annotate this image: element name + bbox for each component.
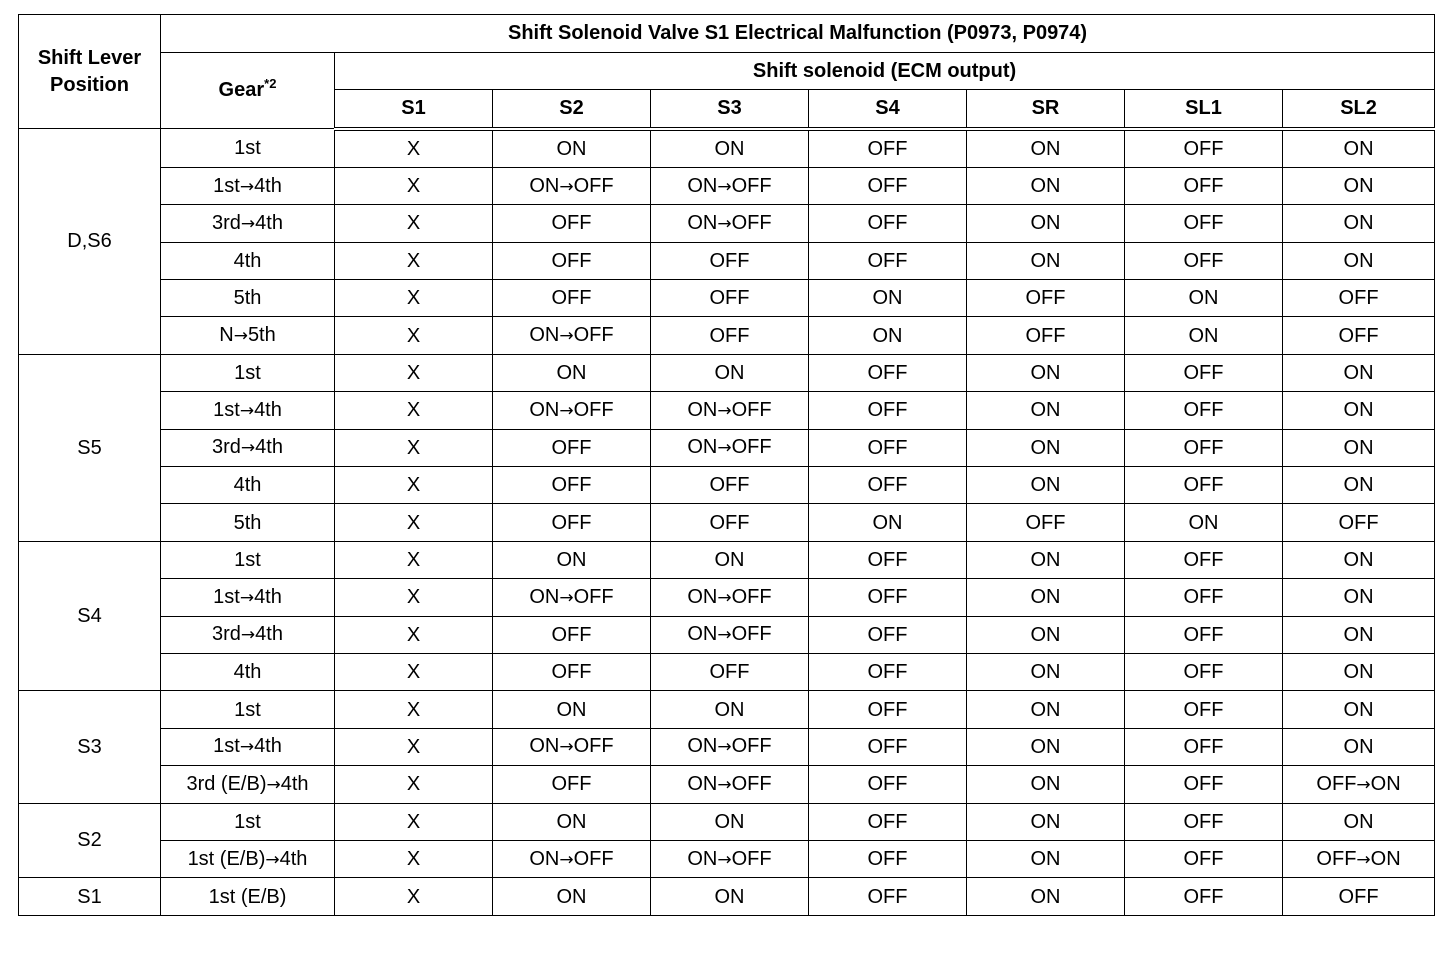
- solenoid-header-s2: S2: [493, 90, 651, 129]
- arrow-icon: →: [717, 176, 732, 197]
- solenoid-state-cell-sl2: OFF: [1283, 878, 1435, 915]
- solenoid-state-cell-sl1: OFF: [1125, 653, 1283, 690]
- arrow-icon: →: [266, 774, 281, 795]
- solenoid-state-cell-sr: ON: [967, 541, 1125, 578]
- table-row: [19, 205, 1435, 242]
- position-header-line1: Shift Lever: [37, 46, 142, 69]
- gear-cell: 3rd→4th: [161, 205, 335, 242]
- table-row: [19, 317, 1435, 354]
- gear-cell: 1st (E/B): [161, 878, 335, 915]
- solenoid-state-cell-s2: ON→OFF: [493, 840, 651, 877]
- arrow-icon: →: [559, 326, 574, 347]
- solenoid-header-sr: SR: [967, 90, 1125, 129]
- table-row: [19, 167, 1435, 204]
- arrow-icon: →: [240, 625, 256, 646]
- solenoid-state-cell-s3: ON→OFF: [651, 392, 809, 429]
- solenoid-state-cell-s2: OFF: [493, 205, 651, 242]
- solenoid-state-cell-s1: X: [335, 467, 493, 504]
- arrow-icon: →: [717, 587, 732, 608]
- solenoid-state-cell-s3: OFF: [651, 653, 809, 690]
- table-row: [19, 878, 1435, 915]
- solenoid-state-cell-s4: OFF: [809, 653, 967, 690]
- solenoid-header-s1: S1: [335, 90, 493, 129]
- gear-header: [161, 52, 335, 129]
- solenoid-state-cell-sr: ON: [967, 691, 1125, 728]
- solenoid-state-cell-s4: OFF: [809, 878, 967, 915]
- position-header-line2: Position: [50, 73, 129, 96]
- solenoid-state-cell-s2: ON→OFF: [493, 579, 651, 616]
- solenoid-state-cell-s3: ON: [651, 878, 809, 915]
- table-row: [19, 467, 1435, 504]
- solenoid-state-cell-s3: OFF: [651, 242, 809, 279]
- table-body: [19, 129, 1435, 916]
- solenoid-state-cell-s3: ON→OFF: [651, 728, 809, 765]
- solenoid-state-cell-sl2: ON: [1283, 467, 1435, 504]
- solenoid-state-cell-s2: ON→OFF: [493, 167, 651, 204]
- solenoid-state-cell-sl2: ON: [1283, 803, 1435, 840]
- solenoid-state-cell-sr: OFF: [967, 280, 1125, 317]
- table-row: [19, 242, 1435, 279]
- arrow-icon: →: [1356, 774, 1371, 795]
- arrow-icon: →: [717, 849, 732, 870]
- gear-cell: 3rd→4th: [161, 616, 335, 653]
- solenoid-state-cell-s2: OFF: [493, 467, 651, 504]
- solenoid-state-cell-s4: OFF: [809, 691, 967, 728]
- arrow-icon: →: [239, 400, 255, 421]
- solenoid-state-cell-s1: X: [335, 579, 493, 616]
- solenoid-state-cell-sl1: OFF: [1125, 728, 1283, 765]
- solenoid-state-cell-s2: OFF: [493, 242, 651, 279]
- solenoid-state-cell-sl2: ON: [1283, 129, 1435, 168]
- solenoid-state-cell-s3: ON: [651, 541, 809, 578]
- shift-lever-position-cell: S1: [19, 878, 161, 915]
- gear-cell: 3rd→4th: [161, 429, 335, 466]
- solenoid-state-cell-sr: ON: [967, 467, 1125, 504]
- table-row: [19, 129, 1435, 168]
- solenoid-state-cell-s4: OFF: [809, 616, 967, 653]
- gear-cell: 4th: [161, 467, 335, 504]
- solenoid-state-cell-s1: X: [335, 803, 493, 840]
- solenoid-state-cell-s3: ON: [651, 803, 809, 840]
- solenoid-state-cell-s1: X: [335, 541, 493, 578]
- shift-lever-position-cell: S4: [19, 541, 161, 691]
- table-row: [19, 766, 1435, 803]
- gear-cell: 5th: [161, 504, 335, 541]
- solenoid-state-cell-sl2: ON: [1283, 579, 1435, 616]
- solenoid-state-cell-sl2: ON: [1283, 728, 1435, 765]
- gear-footnote-marker: *2: [264, 76, 277, 92]
- solenoid-state-cell-sl1: OFF: [1125, 205, 1283, 242]
- gear-cell: 1st: [161, 129, 335, 168]
- gear-cell: 1st: [161, 691, 335, 728]
- solenoid-state-cell-sl1: OFF: [1125, 392, 1283, 429]
- solenoid-state-cell-s3: ON→OFF: [651, 205, 809, 242]
- solenoid-operation-table: [18, 14, 1435, 916]
- solenoid-state-cell-sl2: OFF: [1283, 504, 1435, 541]
- solenoid-state-cell-s2: ON: [493, 541, 651, 578]
- table-row: [19, 354, 1435, 391]
- arrow-icon: →: [717, 400, 732, 421]
- solenoid-state-cell-sr: ON: [967, 579, 1125, 616]
- solenoid-state-cell-s2: ON: [493, 691, 651, 728]
- solenoid-state-cell-s1: X: [335, 728, 493, 765]
- gear-header-label: Gear: [218, 79, 265, 102]
- solenoid-state-cell-s2: OFF: [493, 280, 651, 317]
- solenoid-state-cell-s2: ON→OFF: [493, 317, 651, 354]
- solenoid-state-cell-sr: ON: [967, 616, 1125, 653]
- solenoid-state-cell-s2: ON: [493, 354, 651, 391]
- solenoid-state-cell-s4: OFF: [809, 129, 967, 168]
- arrow-icon: →: [1356, 849, 1371, 870]
- solenoid-state-cell-sl1: OFF: [1125, 129, 1283, 168]
- solenoid-state-cell-s4: OFF: [809, 392, 967, 429]
- solenoid-state-cell-s2: OFF: [493, 766, 651, 803]
- gear-cell: 1st (E/B)→4th: [161, 840, 335, 877]
- gear-cell: 4th: [161, 242, 335, 279]
- arrow-icon: →: [717, 774, 732, 795]
- arrow-icon: →: [239, 176, 255, 197]
- gear-cell: 1st→4th: [161, 728, 335, 765]
- arrow-icon: →: [559, 849, 574, 870]
- solenoid-state-cell-sl2: ON: [1283, 205, 1435, 242]
- solenoid-state-cell-s4: ON: [809, 504, 967, 541]
- solenoid-state-cell-s2: ON: [493, 129, 651, 168]
- solenoid-state-cell-s3: ON: [651, 129, 809, 168]
- solenoid-state-cell-sl1: OFF: [1125, 691, 1283, 728]
- solenoid-state-cell-sl1: ON: [1125, 317, 1283, 354]
- arrow-icon: →: [559, 176, 574, 197]
- table-row: [19, 504, 1435, 541]
- solenoid-state-cell-s3: ON→OFF: [651, 616, 809, 653]
- solenoid-state-cell-s1: X: [335, 766, 493, 803]
- solenoid-state-cell-sl1: OFF: [1125, 467, 1283, 504]
- solenoid-state-cell-s3: ON: [651, 354, 809, 391]
- solenoid-state-cell-s2: OFF: [493, 653, 651, 690]
- solenoid-state-cell-s4: OFF: [809, 728, 967, 765]
- solenoid-state-cell-sl2: OFF→ON: [1283, 766, 1435, 803]
- solenoid-state-cell-sl1: ON: [1125, 280, 1283, 317]
- solenoid-state-cell-sr: ON: [967, 803, 1125, 840]
- gear-cell: 1st→4th: [161, 167, 335, 204]
- table-row: [19, 429, 1435, 466]
- shift-lever-position-cell: S2: [19, 803, 161, 878]
- solenoid-state-cell-s1: X: [335, 354, 493, 391]
- solenoid-state-cell-sl1: OFF: [1125, 167, 1283, 204]
- gear-cell: 1st: [161, 354, 335, 391]
- solenoid-state-cell-sl2: OFF: [1283, 317, 1435, 354]
- solenoid-state-cell-s4: OFF: [809, 205, 967, 242]
- gear-cell: 3rd (E/B)→4th: [161, 766, 335, 803]
- solenoid-state-cell-s3: OFF: [651, 280, 809, 317]
- table-header: [19, 15, 1435, 129]
- arrow-icon: →: [717, 438, 732, 459]
- solenoid-state-cell-sr: ON: [967, 840, 1125, 877]
- arrow-icon: →: [717, 625, 732, 646]
- solenoid-state-cell-s1: X: [335, 280, 493, 317]
- solenoid-state-cell-s1: X: [335, 429, 493, 466]
- table-row: [19, 541, 1435, 578]
- solenoid-header-s3: S3: [651, 90, 809, 129]
- solenoid-state-cell-s3: ON→OFF: [651, 429, 809, 466]
- solenoid-state-cell-sl2: OFF: [1283, 280, 1435, 317]
- solenoid-state-cell-s1: X: [335, 616, 493, 653]
- solenoid-state-cell-sr: ON: [967, 728, 1125, 765]
- solenoid-state-cell-s3: OFF: [651, 467, 809, 504]
- solenoid-state-cell-s2: OFF: [493, 504, 651, 541]
- solenoid-state-cell-sl1: OFF: [1125, 766, 1283, 803]
- solenoid-state-cell-sl2: ON: [1283, 167, 1435, 204]
- solenoid-state-cell-sr: ON: [967, 354, 1125, 391]
- solenoid-state-cell-s4: OFF: [809, 429, 967, 466]
- solenoid-state-cell-sl1: ON: [1125, 504, 1283, 541]
- gear-cell: 1st: [161, 541, 335, 578]
- solenoid-header-s4: S4: [809, 90, 967, 129]
- solenoid-state-cell-s1: X: [335, 840, 493, 877]
- solenoid-state-cell-s3: ON→OFF: [651, 766, 809, 803]
- solenoid-state-cell-s4: OFF: [809, 579, 967, 616]
- solenoid-state-cell-sr: ON: [967, 242, 1125, 279]
- table-row: [19, 728, 1435, 765]
- solenoid-state-cell-sl2: ON: [1283, 392, 1435, 429]
- solenoid-state-cell-sl1: OFF: [1125, 616, 1283, 653]
- solenoid-state-cell-s3: ON→OFF: [651, 579, 809, 616]
- solenoid-state-cell-sr: ON: [967, 878, 1125, 915]
- solenoid-state-cell-s1: X: [335, 167, 493, 204]
- solenoid-state-cell-s4: OFF: [809, 803, 967, 840]
- solenoid-state-cell-sl1: OFF: [1125, 579, 1283, 616]
- solenoid-state-cell-sl2: ON: [1283, 691, 1435, 728]
- shift-lever-position-header: [19, 15, 161, 129]
- table-row: [19, 579, 1435, 616]
- solenoid-state-cell-sl2: ON: [1283, 541, 1435, 578]
- arrow-icon: →: [239, 737, 255, 758]
- solenoid-state-cell-sr: ON: [967, 766, 1125, 803]
- gear-cell: N→5th: [161, 317, 335, 354]
- solenoid-state-cell-s4: OFF: [809, 167, 967, 204]
- solenoid-state-cell-s2: OFF: [493, 616, 651, 653]
- solenoid-state-cell-sr: ON: [967, 205, 1125, 242]
- arrow-icon: →: [559, 400, 574, 421]
- arrow-icon: →: [239, 587, 255, 608]
- solenoid-state-cell-s2: ON: [493, 803, 651, 840]
- gear-cell: 1st→4th: [161, 392, 335, 429]
- table-row: [19, 840, 1435, 877]
- solenoid-state-cell-s1: X: [335, 878, 493, 915]
- solenoid-state-cell-s2: OFF: [493, 429, 651, 466]
- gear-cell: 4th: [161, 653, 335, 690]
- table-row: [19, 616, 1435, 653]
- shift-lever-position-cell: D,S6: [19, 129, 161, 355]
- solenoid-state-cell-sl1: OFF: [1125, 541, 1283, 578]
- shift-lever-position-cell: S5: [19, 354, 161, 541]
- solenoid-state-cell-sl2: ON: [1283, 616, 1435, 653]
- solenoid-header-sl1: SL1: [1125, 90, 1283, 129]
- solenoid-header-sl2: SL2: [1283, 90, 1435, 129]
- solenoid-state-cell-sr: ON: [967, 167, 1125, 204]
- table-row: [19, 803, 1435, 840]
- solenoid-state-cell-sr: OFF: [967, 504, 1125, 541]
- shift-lever-position-cell: S3: [19, 691, 161, 803]
- solenoid-state-cell-s4: OFF: [809, 242, 967, 279]
- solenoid-state-cell-s1: X: [335, 317, 493, 354]
- solenoid-state-cell-s1: X: [335, 129, 493, 168]
- solenoid-state-cell-s1: X: [335, 504, 493, 541]
- solenoid-state-cell-sl1: OFF: [1125, 878, 1283, 915]
- solenoid-state-cell-sr: ON: [967, 392, 1125, 429]
- solenoid-state-cell-sl2: ON: [1283, 653, 1435, 690]
- solenoid-state-cell-s1: X: [335, 392, 493, 429]
- solenoid-state-cell-s4: ON: [809, 280, 967, 317]
- solenoid-state-cell-s4: ON: [809, 317, 967, 354]
- table-row: [19, 280, 1435, 317]
- solenoid-state-cell-sl1: OFF: [1125, 803, 1283, 840]
- arrow-icon: →: [717, 737, 732, 758]
- solenoid-state-cell-s1: X: [335, 242, 493, 279]
- solenoid-state-cell-s4: OFF: [809, 541, 967, 578]
- solenoid-state-cell-sr: ON: [967, 129, 1125, 168]
- arrow-icon: →: [240, 438, 256, 459]
- arrow-icon: →: [233, 326, 248, 347]
- solenoid-state-cell-sl2: ON: [1283, 429, 1435, 466]
- solenoid-state-cell-sl1: OFF: [1125, 354, 1283, 391]
- solenoid-state-cell-sl2: ON: [1283, 354, 1435, 391]
- arrow-icon: →: [559, 587, 574, 608]
- solenoid-state-cell-s4: OFF: [809, 354, 967, 391]
- solenoid-state-cell-sr: OFF: [967, 317, 1125, 354]
- table-row: [19, 691, 1435, 728]
- solenoid-state-cell-s1: X: [335, 691, 493, 728]
- gear-cell: 1st→4th: [161, 579, 335, 616]
- gear-cell: 1st: [161, 803, 335, 840]
- solenoid-state-cell-s3: ON: [651, 691, 809, 728]
- solenoid-state-cell-sl1: OFF: [1125, 429, 1283, 466]
- solenoid-state-cell-s3: OFF: [651, 317, 809, 354]
- solenoid-state-cell-s3: ON→OFF: [651, 167, 809, 204]
- arrow-icon: →: [559, 737, 574, 758]
- solenoid-state-cell-sl1: OFF: [1125, 242, 1283, 279]
- table-row: [19, 392, 1435, 429]
- solenoid-state-cell-s4: OFF: [809, 467, 967, 504]
- solenoid-state-cell-s3: OFF: [651, 504, 809, 541]
- solenoid-state-cell-sl2: ON: [1283, 242, 1435, 279]
- arrow-icon: →: [240, 213, 256, 234]
- solenoid-state-cell-s2: ON: [493, 878, 651, 915]
- gear-cell: 5th: [161, 280, 335, 317]
- solenoid-state-cell-s2: ON→OFF: [493, 728, 651, 765]
- arrow-icon: →: [717, 213, 732, 234]
- solenoid-state-cell-s1: X: [335, 653, 493, 690]
- table-row: [19, 653, 1435, 690]
- solenoid-state-cell-sl2: OFF→ON: [1283, 840, 1435, 877]
- table-title: Shift Solenoid Valve S1 Electrical Malfunction (P0973, P0974): [161, 15, 1435, 53]
- solenoid-state-cell-s4: OFF: [809, 840, 967, 877]
- solenoid-state-cell-s4: OFF: [809, 766, 967, 803]
- solenoid-state-cell-s1: X: [335, 205, 493, 242]
- arrow-icon: →: [265, 849, 280, 870]
- solenoid-state-cell-sl1: OFF: [1125, 840, 1283, 877]
- shift-solenoid-group-header: Shift solenoid (ECM output): [335, 52, 1435, 90]
- solenoid-state-cell-sr: ON: [967, 429, 1125, 466]
- solenoid-state-cell-sr: ON: [967, 653, 1125, 690]
- solenoid-state-cell-s3: ON→OFF: [651, 840, 809, 877]
- solenoid-state-cell-s2: ON→OFF: [493, 392, 651, 429]
